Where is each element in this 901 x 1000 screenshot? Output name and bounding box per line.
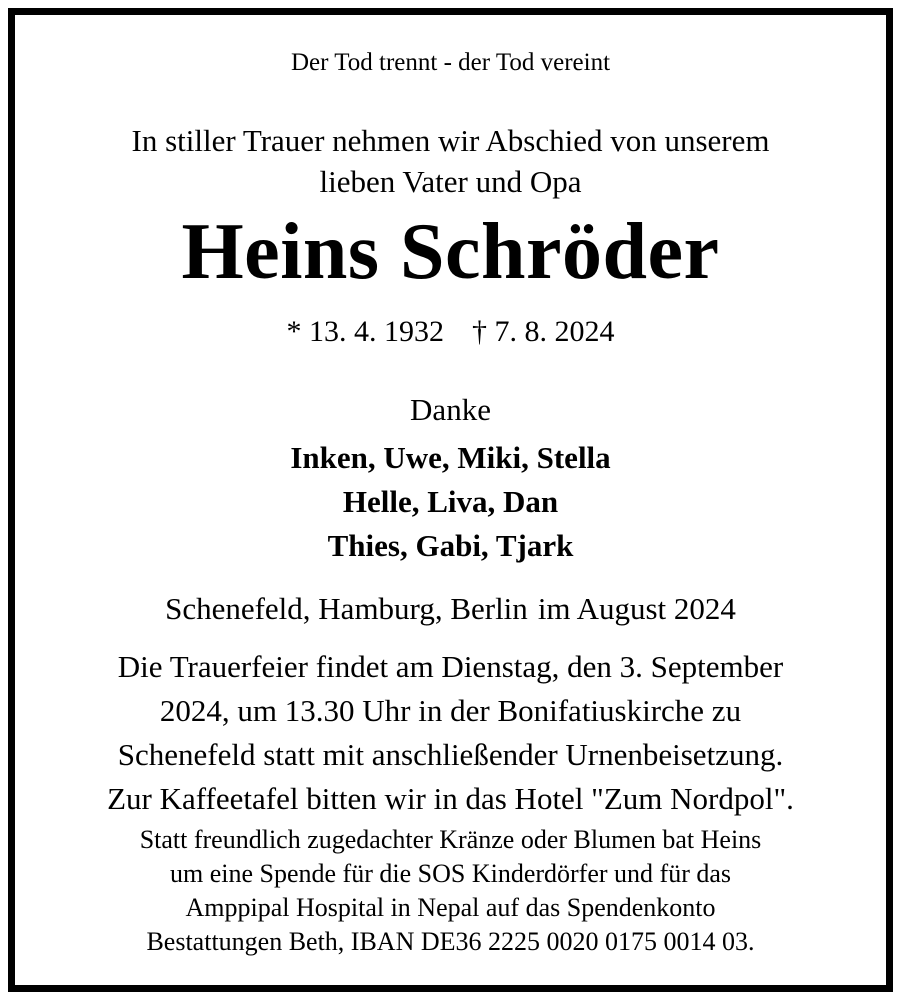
ceremony-line: Die Trauerfeier findet am Dienstag, den 3. September [117, 649, 784, 684]
motto: Der Tod trennt - der Tod vereint [290, 49, 611, 76]
places: Schenefeld, Hamburg, Berlin [165, 591, 528, 626]
intro-text [15, 120, 886, 202]
ceremony-line: 2024, um 13.30 Uhr in der Bonifatiuskirche zu [159, 693, 742, 728]
family-line: Thies, Gabi, Tjark [327, 528, 574, 563]
month: im August 2024 [537, 591, 736, 626]
ceremony-info [15, 645, 886, 821]
donation-line: Bestattungen Beth, IBAN DE36 2225 0020 0175 0014 03. [146, 927, 755, 956]
deceased-name: Heins Schröder [181, 208, 720, 296]
family-line: Helle, Liva, Dan [342, 484, 559, 519]
ceremony-line: Schenefeld statt mit anschließender Urnenbeisetzung. [117, 737, 784, 772]
intro-line: In stiller Trauer nehmen wir Abschied von unserem [131, 123, 770, 158]
family-line: Inken, Uwe, Miki, Stella [290, 440, 611, 475]
intro-line: lieben Vater und Opa [319, 164, 582, 199]
donation-line: Amppipal Hospital in Nepal auf das Spendenkonto [185, 893, 716, 922]
birth-date: * 13. 4. 1932 [286, 315, 444, 348]
family-names [15, 436, 886, 568]
donation-line: um eine Spende für die SOS Kinderdörfer und für das [169, 859, 732, 888]
death-date: † 7. 8. 2024 [472, 315, 615, 348]
place-and-date [15, 591, 886, 627]
life-dates [15, 315, 886, 349]
ceremony-line: Zur Kaffeetafel bitten wir in das Hotel "Zum Nordpol". [107, 781, 794, 816]
donation-info [15, 823, 886, 959]
obituary-notice [8, 8, 893, 992]
donation-line: Statt freundlich zugedachter Kränze oder Blumen bat Heins [139, 825, 762, 854]
thanks-word: Danke [410, 392, 491, 427]
